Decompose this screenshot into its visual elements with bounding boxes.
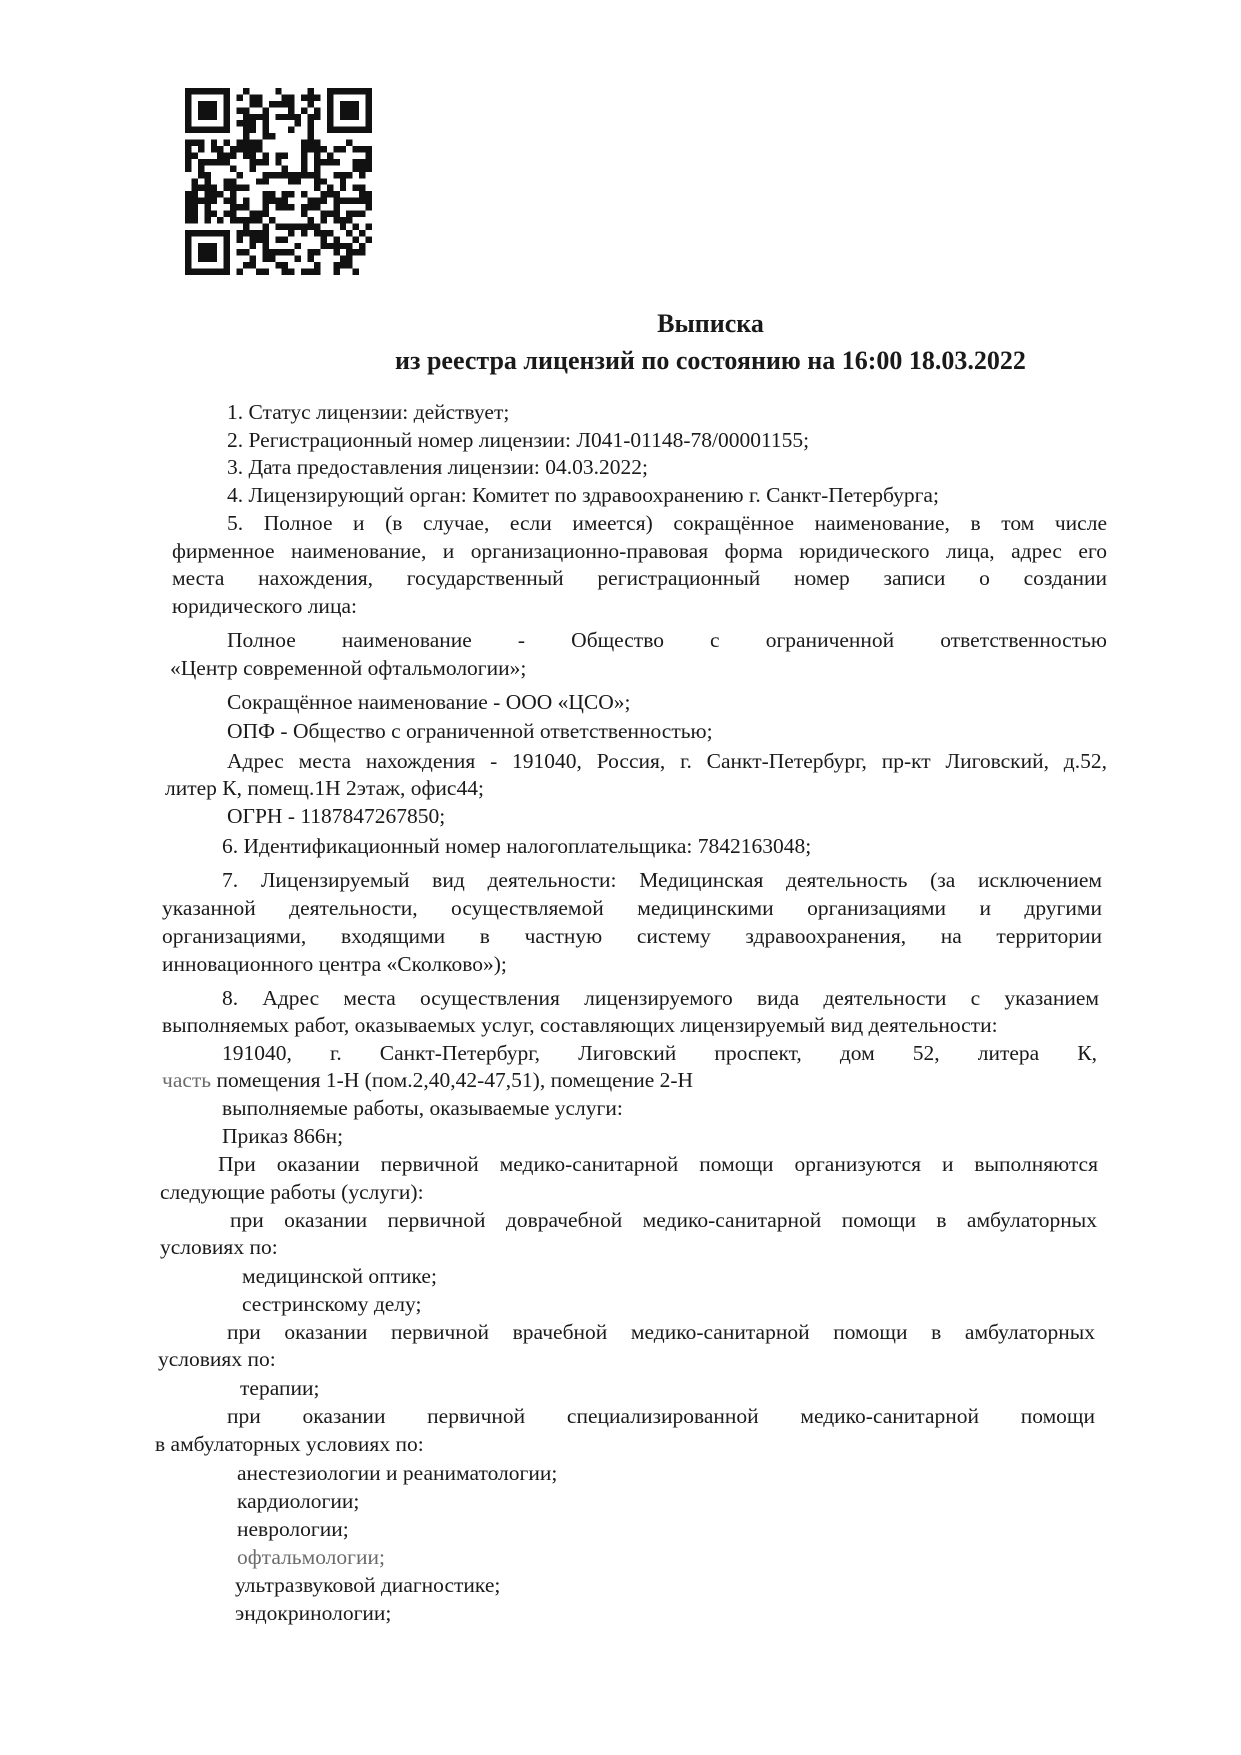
- legal-form: ОПФ - Общество с ограниченной ответственностью;: [227, 719, 713, 743]
- item-5-line-3: места нахождения, государственный регистрационный номер записи о создании: [172, 566, 1107, 590]
- full-name-line-2: «Центр современной офтальмологии»;: [170, 656, 527, 680]
- item-licensing-authority: 4. Лицензирующий орган: Комитет по здравоохранению г. Санкт-Петербурга;: [227, 483, 939, 507]
- site-address-line-1: 191040, г. Санкт-Петербург, Лиговский проспект, дом 52, литера К,: [222, 1041, 1097, 1065]
- service-endocrinology: эндокринологии;: [235, 1601, 392, 1625]
- item-license-date: 3. Дата предоставления лицензии: 04.03.2022;: [227, 455, 648, 479]
- document-title: Выписка: [657, 309, 764, 338]
- physician-line-2: условиях по:: [158, 1347, 276, 1371]
- site-address-line-2: [162, 1066, 693, 1094]
- prephysician-line-1: при оказании первичной доврачебной медико-санитарной помощи в амбулаторных: [230, 1208, 1097, 1232]
- item-5-line-4: юридического лица:: [172, 594, 357, 618]
- item-registration-number: 2. Регистрационный номер лицензии: Л041-01148-78/00001155;: [227, 428, 810, 452]
- prephysician-line-2: условиях по:: [160, 1235, 278, 1259]
- item-inn: 6. Идентификационный номер налогоплательщика: 7842163048;: [222, 834, 812, 858]
- specialized-line-1: при оказании первичной специализированной медико-санитарной помощи: [227, 1404, 1095, 1428]
- order-866n: Приказ 866н;: [222, 1124, 344, 1148]
- item-8-line-1: 8. Адрес места осуществления лицензируемого вида деятельности с указанием: [222, 986, 1099, 1010]
- item-8-line-2: выполняемых работ, оказываемых услуг, составляющих лицензируемый вид деятельности:: [162, 1013, 998, 1037]
- ogrn: ОГРН - 1187847267850;: [227, 804, 446, 828]
- item-7-line-1: 7. Лицензируемый вид деятельности: Медицинская деятельность (за исключением: [222, 868, 1102, 892]
- primary-care-line-2: следующие работы (услуги):: [160, 1180, 424, 1204]
- item-7-line-3: организациями, входящими в частную систему здравоохранения, на территории: [162, 924, 1102, 948]
- service-ophthalmology: офтальмологии;: [237, 1545, 385, 1569]
- service-anesthesiology: анестезиологии и реаниматологии;: [237, 1461, 558, 1485]
- site-address-rest: помещения 1-Н (пом.2,40,42-47,51), помещение 2-Н: [211, 1068, 694, 1092]
- site-address-part-word: часть: [162, 1068, 212, 1092]
- service-nursing: сестринскому делу;: [242, 1292, 422, 1316]
- physician-line-1: при оказании первичной врачебной медико-санитарной помощи в амбулаторных: [227, 1320, 1095, 1344]
- item-license-status: 1. Статус лицензии: действует;: [227, 400, 510, 424]
- address-line-1: Адрес места нахождения - 191040, Россия, г. Санкт-Петербург, пр-кт Лиговский, д.52,: [227, 749, 1107, 773]
- item-7-line-4: инновационного центра «Сколково»);: [162, 952, 507, 976]
- works-services-label: выполняемые работы, оказываемые услуги:: [222, 1096, 623, 1120]
- service-optics: медицинской оптике;: [242, 1264, 437, 1288]
- full-name-line-1: Полное наименование - Общество с ограниченной ответственностью: [227, 628, 1107, 652]
- service-neurology: неврологии;: [237, 1517, 349, 1541]
- document-subtitle: из реестра лицензий по состоянию на 16:00 18.03.2022: [395, 346, 1026, 375]
- item-7-line-2: указанной деятельности, осуществляемой медицинскими организациями и другими: [162, 896, 1102, 920]
- service-therapy: терапии;: [240, 1376, 320, 1400]
- service-ultrasound: ультразвуковой диагностике;: [235, 1573, 501, 1597]
- item-5-line-1: 5. Полное и (в случае, если имеется) сокращённое наименование, в том числе: [227, 511, 1107, 535]
- short-name: Сокращённое наименование - ООО «ЦСО»;: [227, 690, 631, 714]
- service-cardiology: кардиологии;: [237, 1489, 360, 1513]
- qr-code-icon: [185, 88, 372, 275]
- address-line-2: литер К, помещ.1Н 2этаж, офис44;: [165, 776, 484, 800]
- item-5-line-2: фирменное наименование, и организационно-правовая форма юридического лица, адрес его: [172, 539, 1107, 563]
- primary-care-line-1: При оказании первичной медико-санитарной помощи организуются и выполняются: [218, 1152, 1098, 1176]
- specialized-line-2: в амбулаторных условиях по:: [155, 1432, 424, 1456]
